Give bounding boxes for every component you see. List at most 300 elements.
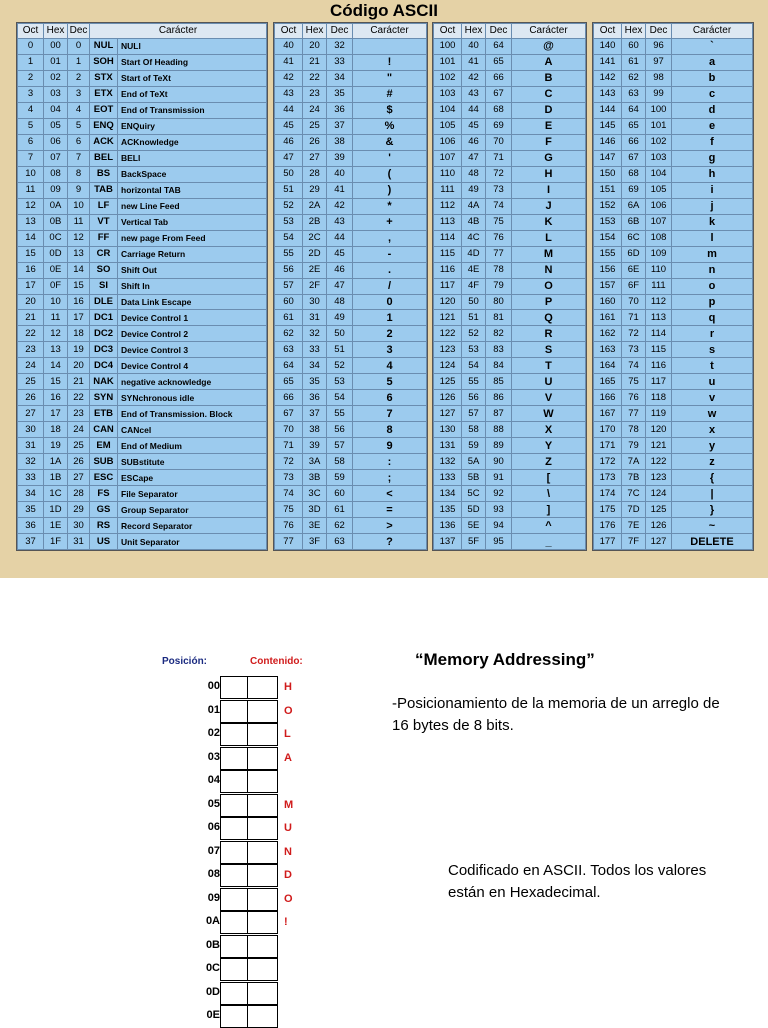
char-cell: ' xyxy=(353,150,427,166)
table-row xyxy=(594,39,753,55)
table-row xyxy=(18,518,267,534)
char-cell: y xyxy=(672,438,753,454)
dec-cell: 58 xyxy=(327,454,353,470)
dec-cell: 98 xyxy=(646,70,672,86)
table-row xyxy=(594,374,753,390)
memory-address: 0E xyxy=(206,1009,220,1021)
memory-cell xyxy=(220,770,248,793)
desc-cell: Record Separator xyxy=(118,518,267,534)
table-row xyxy=(594,342,753,358)
dec-cell: 37 xyxy=(327,118,353,134)
hex-cell: 50 xyxy=(462,294,486,310)
hex-cell: 24 xyxy=(303,102,327,118)
oct-cell: 23 xyxy=(18,342,44,358)
table-row xyxy=(594,118,753,134)
dec-cell: 48 xyxy=(327,294,353,310)
memory-content: D xyxy=(284,869,292,881)
table-row xyxy=(594,150,753,166)
oct-cell: 66 xyxy=(275,390,303,406)
dec-cell: 70 xyxy=(486,134,512,150)
hex-cell: 06 xyxy=(44,134,68,150)
hex-cell: 38 xyxy=(303,422,327,438)
char-cell: q xyxy=(672,310,753,326)
hex-cell: 41 xyxy=(462,54,486,70)
oct-cell: 25 xyxy=(18,374,44,390)
dec-cell: 90 xyxy=(486,454,512,470)
char-cell: X xyxy=(512,422,586,438)
dec-cell: 5 xyxy=(68,118,90,134)
oct-cell: 27 xyxy=(18,406,44,422)
memory-address: 08 xyxy=(207,868,220,880)
hex-cell: 23 xyxy=(303,86,327,102)
table-row xyxy=(434,182,586,198)
memory-cell xyxy=(220,958,248,981)
hex-cell: 76 xyxy=(622,390,646,406)
oct-cell: 72 xyxy=(275,454,303,470)
oct-cell: 2 xyxy=(18,70,44,86)
abbr-cell: EM xyxy=(90,438,118,454)
char-cell: J xyxy=(512,198,586,214)
hex-cell: 26 xyxy=(303,134,327,150)
hex-cell: 51 xyxy=(462,310,486,326)
oct-cell: 176 xyxy=(594,518,622,534)
table-row xyxy=(18,406,267,422)
hex-cell: 56 xyxy=(462,390,486,406)
memory-content: O xyxy=(284,704,293,717)
hex-cell: 17 xyxy=(44,406,68,422)
oct-cell: 26 xyxy=(18,390,44,406)
dec-cell: 0 xyxy=(68,39,90,55)
hex-cell: 2E xyxy=(303,262,327,278)
table-row xyxy=(594,534,753,550)
hex-cell: 36 xyxy=(303,390,327,406)
dec-cell: 57 xyxy=(327,438,353,454)
desc-cell: End of TeXt xyxy=(118,86,267,102)
char-cell: DELETE xyxy=(672,534,753,550)
char-cell: A xyxy=(512,54,586,70)
memory-cell-border xyxy=(248,676,278,699)
memory-cell xyxy=(220,1005,248,1028)
char-cell: P xyxy=(512,294,586,310)
char-cell: a xyxy=(672,54,753,70)
dec-cell: 49 xyxy=(327,310,353,326)
dec-cell: 47 xyxy=(327,278,353,294)
char-cell: R xyxy=(512,326,586,342)
table-row xyxy=(18,246,267,262)
hex-cell: 02 xyxy=(44,70,68,86)
hex-cell: 5C xyxy=(462,486,486,502)
oct-cell: 116 xyxy=(434,262,462,278)
char-cell: K xyxy=(512,214,586,230)
table-row xyxy=(275,118,427,134)
char-cell: / xyxy=(353,278,427,294)
hex-cell: 48 xyxy=(462,166,486,182)
desc-cell: Device Control 1 xyxy=(118,310,267,326)
table-row xyxy=(594,262,753,278)
abbr-cell: DC1 xyxy=(90,310,118,326)
hex-cell: 42 xyxy=(462,70,486,86)
oct-cell: 47 xyxy=(275,150,303,166)
hex-cell: 78 xyxy=(622,422,646,438)
hex-cell: 12 xyxy=(44,326,68,342)
char-cell: M xyxy=(512,246,586,262)
memory-cell-border xyxy=(248,911,278,934)
dec-cell: 111 xyxy=(646,278,672,294)
oct-cell: 174 xyxy=(594,486,622,502)
dec-cell: 103 xyxy=(646,150,672,166)
dec-cell: 3 xyxy=(68,86,90,102)
oct-cell: 161 xyxy=(594,310,622,326)
memory-content: U xyxy=(284,822,292,834)
table-row xyxy=(434,454,586,470)
char-cell: p xyxy=(672,294,753,310)
hex-cell: 4C xyxy=(462,230,486,246)
oct-cell: 21 xyxy=(18,310,44,326)
memory-cell-border xyxy=(248,723,278,746)
hex-cell: 71 xyxy=(622,310,646,326)
hex-cell: 2D xyxy=(303,246,327,262)
table-row xyxy=(594,358,753,374)
char-cell: 7 xyxy=(353,406,427,422)
abbr-cell: SYN xyxy=(90,390,118,406)
oct-cell: 34 xyxy=(18,486,44,502)
hex-cell: 3A xyxy=(303,454,327,470)
hex-cell: 64 xyxy=(622,102,646,118)
col-header-dec: Dec xyxy=(327,24,353,39)
table-row xyxy=(434,70,586,86)
desc-cell: Start Of Heading xyxy=(118,54,267,70)
hex-cell: 2C xyxy=(303,230,327,246)
dec-cell: 25 xyxy=(68,438,90,454)
hex-cell: 44 xyxy=(462,102,486,118)
memory-cell xyxy=(220,982,248,1005)
dec-cell: 121 xyxy=(646,438,672,454)
oct-cell: 147 xyxy=(594,150,622,166)
oct-cell: 157 xyxy=(594,278,622,294)
col-header-char: Carácter xyxy=(512,24,586,39)
hex-cell: 7A xyxy=(622,454,646,470)
hex-cell: 54 xyxy=(462,358,486,374)
oct-cell: 136 xyxy=(434,518,462,534)
char-cell: ^ xyxy=(512,518,586,534)
hex-cell: 1F xyxy=(44,534,68,550)
char-cell: V xyxy=(512,390,586,406)
char-cell: s xyxy=(672,342,753,358)
table-row xyxy=(275,470,427,486)
oct-cell: 76 xyxy=(275,518,303,534)
char-cell: d xyxy=(672,102,753,118)
dec-cell: 80 xyxy=(486,294,512,310)
table-row xyxy=(594,230,753,246)
oct-cell: 126 xyxy=(434,390,462,406)
oct-cell: 37 xyxy=(18,534,44,550)
dec-cell: 117 xyxy=(646,374,672,390)
memory-address: 00 xyxy=(207,680,220,692)
dec-cell: 31 xyxy=(68,534,90,550)
desc-cell: Device Control 2 xyxy=(118,326,267,342)
oct-cell: 143 xyxy=(594,86,622,102)
dec-cell: 119 xyxy=(646,406,672,422)
char-cell: r xyxy=(672,326,753,342)
oct-cell: 146 xyxy=(594,134,622,150)
oct-cell: 64 xyxy=(275,358,303,374)
abbr-cell: NUL xyxy=(90,39,118,55)
desc-cell: horizontal TAB xyxy=(118,182,267,198)
char-cell: S xyxy=(512,342,586,358)
memory-cell xyxy=(220,723,248,746)
hex-cell: 10 xyxy=(44,294,68,310)
abbr-cell: DLE xyxy=(90,294,118,310)
memory-cell-border xyxy=(248,958,278,981)
table-row xyxy=(18,278,267,294)
desc-cell: BELl xyxy=(118,150,267,166)
oct-cell: 130 xyxy=(434,422,462,438)
memory-cell-border xyxy=(248,841,278,864)
dec-cell: 27 xyxy=(68,470,90,486)
memory-cell xyxy=(220,864,248,887)
oct-cell: 117 xyxy=(434,278,462,294)
table-row xyxy=(275,150,427,166)
oct-cell: 104 xyxy=(434,102,462,118)
dec-cell: 91 xyxy=(486,470,512,486)
oct-cell: 13 xyxy=(18,214,44,230)
oct-cell: 77 xyxy=(275,534,303,550)
dec-cell: 60 xyxy=(327,486,353,502)
hex-cell: 70 xyxy=(622,294,646,310)
char-cell: 8 xyxy=(353,422,427,438)
table-row xyxy=(594,502,753,518)
oct-cell: 43 xyxy=(275,86,303,102)
table-row xyxy=(18,438,267,454)
oct-cell: 57 xyxy=(275,278,303,294)
ascii-table-symbols xyxy=(273,22,428,551)
hex-cell: 6F xyxy=(622,278,646,294)
oct-cell: 0 xyxy=(18,39,44,55)
hex-cell: 6A xyxy=(622,198,646,214)
abbr-cell: LF xyxy=(90,198,118,214)
dec-cell: 34 xyxy=(327,70,353,86)
desc-cell: new Line Feed xyxy=(118,198,267,214)
dec-cell: 28 xyxy=(68,486,90,502)
char-cell: \ xyxy=(512,486,586,502)
dec-cell: 89 xyxy=(486,438,512,454)
dec-cell: 99 xyxy=(646,86,672,102)
memory-cell-border xyxy=(248,747,278,770)
char-cell: 3 xyxy=(353,342,427,358)
hex-cell: 37 xyxy=(303,406,327,422)
table-row xyxy=(434,358,586,374)
char-cell: # xyxy=(353,86,427,102)
table-row xyxy=(434,102,586,118)
table-row xyxy=(434,374,586,390)
dec-cell: 61 xyxy=(327,502,353,518)
table-row xyxy=(275,374,427,390)
char-cell: ) xyxy=(353,182,427,198)
memory-cell xyxy=(220,676,248,699)
oct-cell: 73 xyxy=(275,470,303,486)
table-row xyxy=(18,150,267,166)
desc-cell: CANcel xyxy=(118,422,267,438)
hex-cell: 46 xyxy=(462,134,486,150)
oct-cell: 33 xyxy=(18,470,44,486)
abbr-cell: NAK xyxy=(90,374,118,390)
memory-cell xyxy=(220,911,248,934)
char-cell: U xyxy=(512,374,586,390)
oct-cell: 175 xyxy=(594,502,622,518)
memory-content: N xyxy=(284,845,292,858)
table-row xyxy=(594,246,753,262)
dec-cell: 29 xyxy=(68,502,90,518)
dec-cell: 73 xyxy=(486,182,512,198)
dec-cell: 127 xyxy=(646,534,672,550)
table-row xyxy=(434,230,586,246)
dec-cell: 94 xyxy=(486,518,512,534)
table-row xyxy=(275,54,427,70)
oct-cell: 162 xyxy=(594,326,622,342)
hex-cell: 77 xyxy=(622,406,646,422)
table-row xyxy=(594,438,753,454)
oct-cell: 131 xyxy=(434,438,462,454)
dec-cell: 54 xyxy=(327,390,353,406)
char-cell: : xyxy=(353,454,427,470)
desc-cell: NULl xyxy=(118,39,267,55)
encoding-note: Codificado en ASCII. Todos los valores están en Hexadecimal. xyxy=(448,862,707,901)
abbr-cell: VT xyxy=(90,214,118,230)
hex-cell: 6C xyxy=(622,230,646,246)
abbr-cell: DC2 xyxy=(90,326,118,342)
char-cell: h xyxy=(672,166,753,182)
hex-cell: 66 xyxy=(622,134,646,150)
table-row xyxy=(18,374,267,390)
oct-cell: 164 xyxy=(594,358,622,374)
dec-cell: 32 xyxy=(327,39,353,55)
dec-cell: 18 xyxy=(68,326,90,342)
dec-cell: 81 xyxy=(486,310,512,326)
dec-cell: 2 xyxy=(68,70,90,86)
position-label: Posición: xyxy=(162,656,208,667)
oct-cell: 155 xyxy=(594,246,622,262)
table-row xyxy=(275,246,427,262)
dec-cell: 7 xyxy=(68,150,90,166)
char-cell: ] xyxy=(512,502,586,518)
desc-cell: End of Transmission xyxy=(118,102,267,118)
memory-cell xyxy=(220,700,248,723)
oct-cell: 107 xyxy=(434,150,462,166)
dec-cell: 46 xyxy=(327,262,353,278)
oct-cell: 74 xyxy=(275,486,303,502)
dec-cell: 83 xyxy=(486,342,512,358)
table-row xyxy=(434,422,586,438)
oct-cell: 30 xyxy=(18,422,44,438)
table-row xyxy=(434,118,586,134)
hex-cell: 53 xyxy=(462,342,486,358)
char-cell: t xyxy=(672,358,753,374)
hex-cell: 43 xyxy=(462,86,486,102)
desc-cell: Device Control 3 xyxy=(118,342,267,358)
oct-cell: 124 xyxy=(434,358,462,374)
hex-cell: 1A xyxy=(44,454,68,470)
desc-cell: Vertical Tab xyxy=(118,214,267,230)
char-cell: T xyxy=(512,358,586,374)
char-cell: B xyxy=(512,70,586,86)
dec-cell: 64 xyxy=(486,39,512,55)
oct-cell: 22 xyxy=(18,326,44,342)
oct-cell: 40 xyxy=(275,39,303,55)
table-row xyxy=(18,262,267,278)
dec-cell: 79 xyxy=(486,278,512,294)
desc-cell: Shift In xyxy=(118,278,267,294)
dec-cell: 30 xyxy=(68,518,90,534)
char-cell: _ xyxy=(512,534,586,550)
hex-cell: 16 xyxy=(44,390,68,406)
char-cell: N xyxy=(512,262,586,278)
hex-cell: 6B xyxy=(622,214,646,230)
hex-cell: 32 xyxy=(303,326,327,342)
col-header-hex: Hex xyxy=(462,24,486,39)
oct-cell: 6 xyxy=(18,134,44,150)
hex-cell: 05 xyxy=(44,118,68,134)
oct-cell: 115 xyxy=(434,246,462,262)
char-cell: C xyxy=(512,86,586,102)
memory-cell xyxy=(220,747,248,770)
memory-address: 01 xyxy=(207,703,220,716)
oct-cell: 154 xyxy=(594,230,622,246)
char-cell: e xyxy=(672,118,753,134)
oct-cell: 122 xyxy=(434,326,462,342)
abbr-cell: BS xyxy=(90,166,118,182)
oct-cell: 56 xyxy=(275,262,303,278)
dec-cell: 87 xyxy=(486,406,512,422)
oct-cell: 167 xyxy=(594,406,622,422)
oct-cell: 36 xyxy=(18,518,44,534)
hex-cell: 39 xyxy=(303,438,327,454)
hex-cell: 57 xyxy=(462,406,486,422)
dec-cell: 86 xyxy=(486,390,512,406)
oct-cell: 52 xyxy=(275,198,303,214)
oct-cell: 137 xyxy=(434,534,462,550)
oct-cell: 42 xyxy=(275,70,303,86)
char-cell: @ xyxy=(512,39,586,55)
desc-cell: negative acknowledge xyxy=(118,374,267,390)
table-row xyxy=(434,166,586,182)
oct-cell: 46 xyxy=(275,134,303,150)
oct-cell: 151 xyxy=(594,182,622,198)
hex-cell: 09 xyxy=(44,182,68,198)
abbr-cell: DC4 xyxy=(90,358,118,374)
char-cell: F xyxy=(512,134,586,150)
oct-cell: 102 xyxy=(434,70,462,86)
oct-cell: 127 xyxy=(434,406,462,422)
hex-cell: 58 xyxy=(462,422,486,438)
hex-cell: 0E xyxy=(44,262,68,278)
char-cell: $ xyxy=(353,102,427,118)
oct-cell: 12 xyxy=(18,198,44,214)
hex-cell: 55 xyxy=(462,374,486,390)
char-cell: ( xyxy=(353,166,427,182)
dec-cell: 125 xyxy=(646,502,672,518)
table-row xyxy=(18,39,267,55)
oct-cell: 123 xyxy=(434,342,462,358)
table-row xyxy=(275,294,427,310)
dec-cell: 35 xyxy=(327,86,353,102)
oct-cell: 55 xyxy=(275,246,303,262)
memory-cell-border xyxy=(248,935,278,958)
dec-cell: 106 xyxy=(646,198,672,214)
hex-cell: 25 xyxy=(303,118,327,134)
oct-cell: 41 xyxy=(275,54,303,70)
dec-cell: 107 xyxy=(646,214,672,230)
table-row xyxy=(18,86,267,102)
